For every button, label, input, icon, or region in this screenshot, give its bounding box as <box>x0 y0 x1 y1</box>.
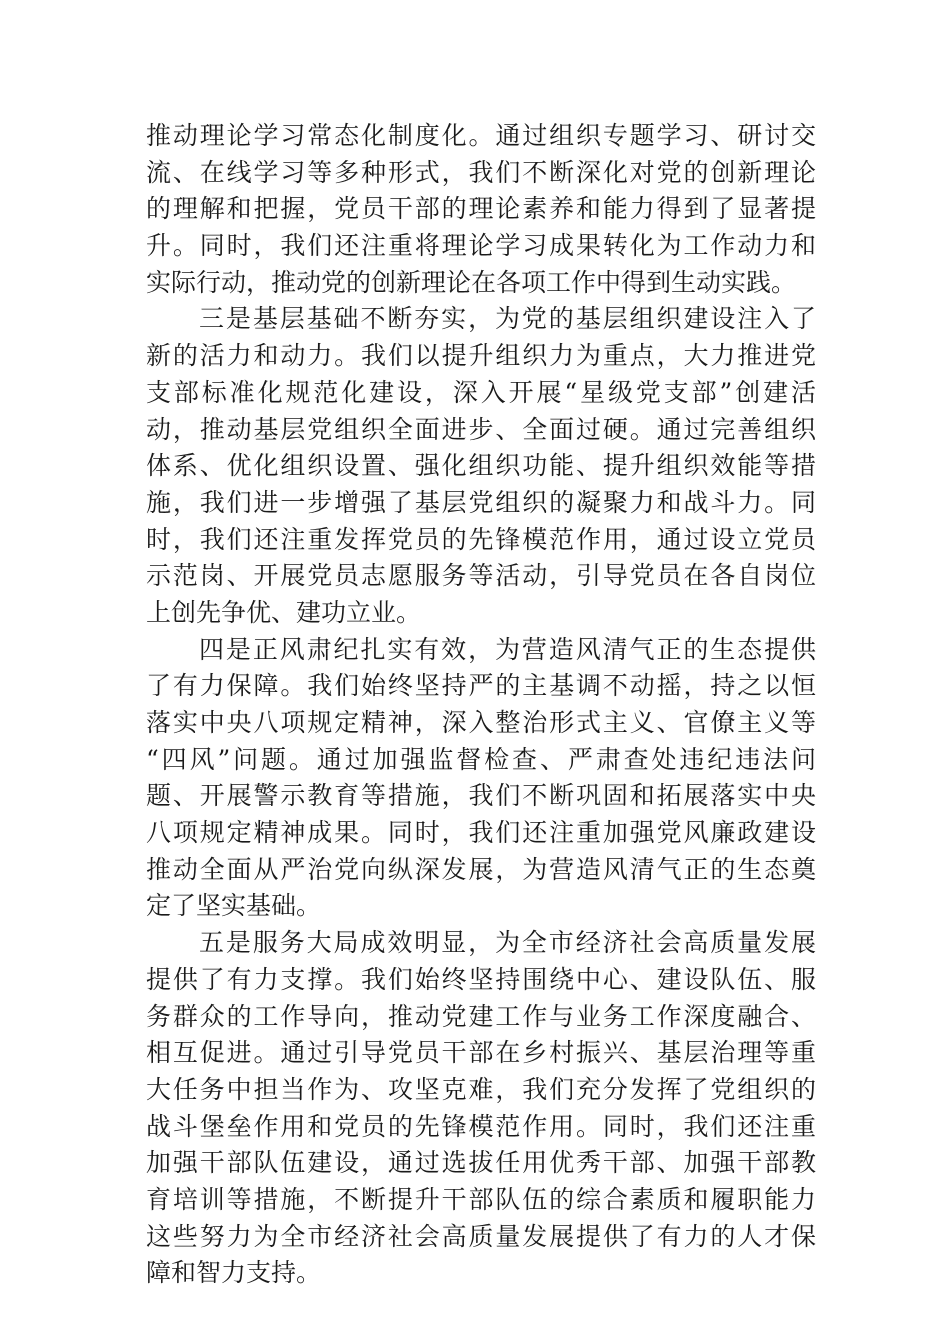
text-line: 八项规定精神成果。同时，我们还注重加强党风廉政建设 <box>146 818 816 848</box>
text-line: 大任务中担当作为、攻坚克难，我们充分发挥了党组织的 <box>146 1074 816 1104</box>
text-line: 务群众的工作导向，推动党建工作与业务工作深度融合、 <box>146 1001 816 1031</box>
text-line: 障和智力支持。 <box>146 1258 322 1288</box>
text-line: 实际行动，推动党的创新理论在各项工作中得到生动实践。 <box>146 267 797 297</box>
text-line: 定了坚实基础。 <box>146 891 322 921</box>
text-line: 支部标准化规范化建设，深入开展“星级党支部”创建活 <box>146 377 816 407</box>
text-line: 加强干部队伍建设，通过选拔任用优秀干部、加强干部教 <box>146 1148 816 1178</box>
text-line: 动，推动基层党组织全面进步、全面过硬。通过完善组织 <box>146 414 816 444</box>
text-line: 了有力保障。我们始终坚持严的主基调不动摇，持之以恒 <box>146 671 816 701</box>
text-line: 推动理论学习常态化制度化。通过组织专题学习、研讨交 <box>146 121 816 150</box>
text-line: 题、开展警示教育等措施，我们不断巩固和拓展落实中央 <box>146 781 816 811</box>
text-line: 的理解和把握，党员干部的理论素养和能力得到了显著提 <box>146 194 816 224</box>
text-line: 升。同时，我们还注重将理论学习成果转化为工作动力和 <box>146 231 816 261</box>
text-line: 育培训等措施，不断提升干部队伍的综合素质和履职能力 <box>146 1184 816 1214</box>
text-line: 提供了有力支撑。我们始终坚持围绕中心、建设队伍、服 <box>146 964 816 994</box>
text-line: 时，我们还注重发挥党员的先锋模范作用，通过设立党员 <box>146 524 816 554</box>
text-line: 上创先争优、建功立业。 <box>146 597 422 627</box>
text-line: 新的活力和动力。我们以提升组织力为重点，大力推进党 <box>146 341 816 371</box>
text-line: 落实中央八项规定精神，深入整治形式主义、官僚主义等 <box>146 708 816 737</box>
text-line: 这些努力为全市经济社会高质量发展提供了有力的人才保 <box>146 1221 816 1251</box>
paragraph-start-line: 五是服务大局成效明显，为全市经济社会高质量发展 <box>199 928 816 958</box>
paragraph-start-line: 三是基层基础不断夯实，为党的基层组织建设注入了 <box>199 304 816 334</box>
text-line: 推动全面从严治党向纵深发展，为营造风清气正的生态奠 <box>146 854 816 884</box>
text-line: 流、在线学习等多种形式，我们不断深化对党的创新理论 <box>146 157 816 187</box>
body-text <box>146 118 816 1292</box>
text-line: “四风”问题。通过加强监督检查、严肃查处违纪违法问 <box>146 744 816 774</box>
text-line: 战斗堡垒作用和党员的先锋模范作用。同时，我们还注重 <box>146 1111 816 1141</box>
text-line: 施，我们进一步增强了基层党组织的凝聚力和战斗力。同 <box>146 487 816 517</box>
text-line: 示范岗、开展党员志愿服务等活动，引导党员在各自岗位 <box>146 561 816 591</box>
text-line: 相互促进。通过引导党员干部在乡村振兴、基层治理等重 <box>146 1038 816 1068</box>
paragraph-start-line: 四是正风肃纪扎实有效，为营造风清气正的生态提供 <box>199 634 816 664</box>
text-line: 体系、优化组织设置、强化组织功能、提升组织效能等措 <box>146 451 816 481</box>
